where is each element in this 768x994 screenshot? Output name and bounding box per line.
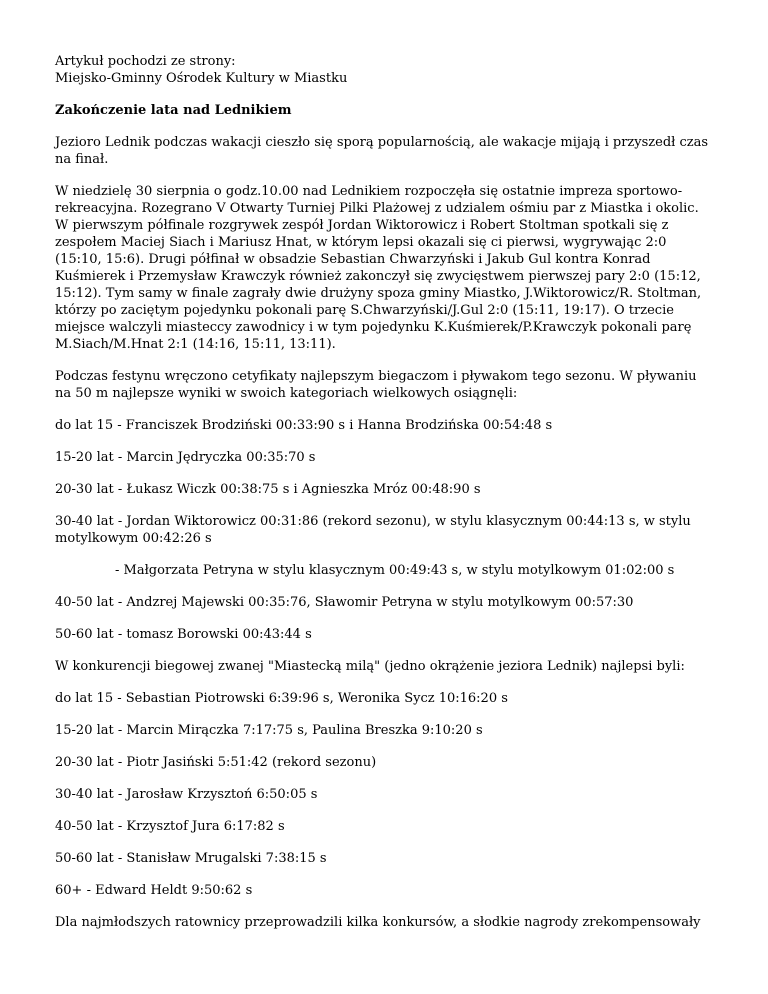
swim-result: 30-40 lat - Jordan Wiktorowicz 00:31:86 (rekord sezonu), w stylu klasycznym 00:44:13 s, w stylu motylkowym 00:42:26 s [55,514,691,546]
run-intro: W konkurencji biegowej zwanej "Miastecką milą" (jedno okrążenie jeziora Lednik) najlepsi byli: [55,659,685,674]
source-label: Artykuł pochodzi ze strony: [55,54,236,69]
swim-result: 50-60 lat - tomasz Borowski 00:43:44 s [55,627,312,642]
swim-result: 20-30 lat - Łukasz Wiczk 00:38:75 s i Agnieszka Mróz 00:48:90 s [55,482,481,497]
article-title: Zakończenie lata nad Lednikiem [55,103,292,118]
run-result: do lat 15 - Sebastian Piotrowski 6:39:96 s, Weronika Sycz 10:16:20 s [55,691,508,706]
swim-result: do lat 15 - Franciszek Brodziński 00:33:90 s i Hanna Brodzińska 00:54:48 s [55,418,553,433]
swim-result: 40-50 lat - Andzrej Majewski 00:35:76, Sławomir Petryna w stylu motylkowym 00:57:30 [55,595,634,610]
swim-intro: Podczas festynu wręczono cetyfikaty najlepszym biegaczom i pływakom tego sezonu. W pływaniu na 50 m najlepsze wyniki w swoich kategoriach wielkowych osiągnęli: [55,369,697,401]
article-intro: Jezioro Lednik podczas wakacji cieszło się sporą popularnością, ale wakacje mijają i przyszedł czas na finał. [55,135,709,167]
tournament-paragraph: W niedzielę 30 sierpnia o godz.10.00 nad Lednikiem rozpoczęła się ostatnie impreza sportowo-rekreacyjna. Rozegrano V Otwarty Turniej Pilki Plażowej z udzialem ośmiu par z Miastka i okolic. W pierwszym półfinale rozgrywek zespół Jordan Wiktorowicz i Robert Stoltman spotkali się z zespołem Maciej Siach i Mariusz Hnat, w którym lepsi okazali się ci pierwsi, wygrywając 2:0 (15:10, 15:6). Drugi półfinał w obsadzie Sebastian Chwarzyński i Jakub Gul kontra Konrad Kuśmierek i Przemysław Krawczyk również zakonczył się zwycięstwem pierwszej pary 2:0 (15:12, 15:12). Tym samy w finale zagrały dwie drużyny spoza gminy Miastko, J.Wiktorowicz/R. Stoltman, którzy po zaciętym pojedynku pokonali parę S.Chwarzyński/J.Gul 2:0 (15:11, 19:17). O trzecie miejsce walczyli miasteccy zawodnicy i w tym pojedynku K.Kuśmierek/P.Krawczyk pokonali parę M.Siach/M.Hnat 2:1 (14:16, 15:11, 13:11). [55,184,702,352]
run-result: 50-60 lat - Stanisław Mrugalski 7:38:15 s [55,851,327,866]
run-result: 15-20 lat - Marcin Mirączka 7:17:75 s, Paulina Breszka 9:10:20 s [55,723,483,738]
source-attribution [55,53,715,87]
run-result: 40-50 lat - Krzysztof Jura 6:17:82 s [55,819,285,834]
closing-paragraph: Dla najmłodszych ratownicy przeprowadzili kilka konkursów, a słodkie nagrody zrekompensowały [55,915,701,930]
run-result: 60+ - Edward Heldt 9:50:62 s [55,883,253,898]
run-result: 30-40 lat - Jarosław Krzysztoń 6:50:05 s [55,787,318,802]
document-page [55,53,715,946]
swim-result: 15-20 lat - Marcin Jędryczka 00:35:70 s [55,450,316,465]
run-result: 20-30 lat - Piotr Jasiński 5:51:42 (rekord sezonu) [55,755,377,770]
source-name: Miejsko-Gminny Ośrodek Kultury w Miastku [55,71,348,86]
swim-result-indented: - Małgorzata Petryna w stylu klasycznym 00:49:43 s, w stylu motylkowym 01:02:00 s [115,563,675,578]
